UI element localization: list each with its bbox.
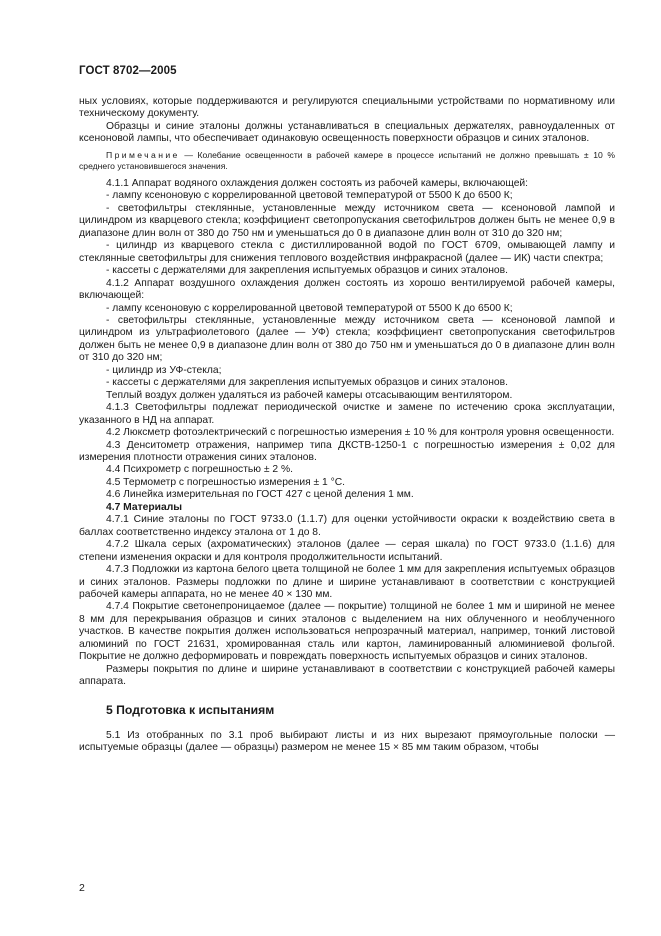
list-item-4-1-2-lamp: - лампу ксеноновую с коррелированной цветовой температурой от 5500 К до 6500 К; [106,302,513,314]
clause-5-1: 5.1 Из отобранных по 3.1 проб выбирают листы и из них вырезают прямоугольные полоски — испытуемые образцы (далее — образцы) размером не менее 15 × 85 мм таким образом, чтобы [79,730,615,754]
clause-4-7-1: 4.7.1 Синие эталоны по ГОСТ 9733.0 (1.1.7) для оценки устойчивости окраски к воздействию света в баллах соответственно индексу эталона от 1 до 8. [79,514,615,538]
list-item-4-1-1-cylinder: - цилиндр из кварцевого стекла с дистиллированной водой по ГОСТ 6709, омывающей лампу и стеклянные светофильтры для снижения теплового воздействия инфракрасной (далее — ИК) части спектра; [79,240,615,264]
page-content [79,96,615,755]
paragraph-warm-air: Теплый воздух должен удаляться из рабочей камеры отсасывающим вентилятором. [106,389,513,401]
paragraph-continuation: ных условиях, которые поддерживаются и регулируются специальными устройствами по нормативному или техническому документу. [79,96,615,120]
paragraph-cover-sizes: Размеры покрытия по длине и ширине устанавливают в соответствии с конструкцией рабочей камеры аппарата. [79,663,615,688]
subheading-4-7-materials: 4.7 Материалы [106,501,183,513]
clause-4-1-3: 4.1.3 Светофильтры подлежат периодической очистке и замене по истечению срока эксплуатации, указанного в НД на аппарат. [79,402,615,426]
clause-4-2: 4.2 Люксметр фотоэлектрический с погрешностью измерения ± 10 % для контроля уровня освещенности. [106,427,615,439]
clause-4-4: 4.4 Психрометр с погрешностью ± 2 %. [106,464,293,476]
page-number: 2 [79,882,85,894]
paragraph-samples-placement: Образцы и синие эталоны должны устанавливаться в специальных держателях, равноудаленных от ксеноновой лампы, что обеспечивает одинаковую освещенность поверхности образцов и синих эталонов. [79,120,615,145]
clause-4-6: 4.6 Линейка измерительная по ГОСТ 427 с ценой деления 1 мм. [106,489,414,501]
list-item-4-1-2-cassettes: - кассеты с держателями для закрепления испытуемых образцов и синих эталонов. [106,377,508,389]
list-item-4-1-1-filters: - светофильтры стеклянные, установленные между источником света — ксеноновой лампой и цилиндром из кварцевого стекла; коэффициент светопропускания светофильтров должен быть не менее 0,9 в диапазоне длин волн от 380 до 750 нм и уменьшаться до 0 в диапазоне длин волн от 310 до 320 нм; [79,202,615,239]
page-header-standard-title: ГОСТ 8702—2005 [79,65,177,77]
clause-4-1-2: 4.1.2 Аппарат воздушного охлаждения должен состоять из хорошо вентилируемой рабочей камеры, включающей: [79,277,615,302]
section-5-heading: 5 Подготовка к испытаниям [106,702,275,717]
clause-4-3: 4.3 Денситометр отражения, например типа ДКСТВ-1250-1 с погрешностью измерения ± 0,02 для измерения плотности отражения синих эталонов. [79,439,615,463]
list-item-4-1-2-cylinder: - цилиндр из УФ-стекла; [106,364,222,376]
list-item-4-1-1-cassettes: - кассеты с держателями для закрепления испытуемых образцов и синих эталонов. [106,265,508,277]
clause-4-7-2: 4.7.2 Шкала серых (ахроматических) эталонов (далее — серая шкала) по ГОСТ 9733.0 (1.1.6) для степени изменения окраски и для контроля продолжительности испытаний. [79,539,615,563]
clause-4-1-1: 4.1.1 Аппарат водяного охлаждения должен состоять из рабочей камеры, включающей: [106,178,529,189]
clause-4-5: 4.5 Термометр с погрешностью измерения ± 1 °С. [106,476,346,488]
clause-4-7-4: 4.7.4 Покрытие светонепроницаемое (далее — покрытие) толщиной не более 1 мм и шириной не менее 8 мм для перекрывания образцов и синих эталонов с выделением на них облученного и необлученного участков. В качестве покрытия должен использоваться непрозрачный материал, например, тонкий листовой алюминий по ГОСТ 21631, хромированная сталь или картон, ламинированный алюминиевой фольгой. Покрытие не должно деформировать и повреждать поверхность испытуемых образцов и синих эталонов. [79,601,615,663]
clause-4-7-3: 4.7.3 Подложки из картона белого цвета толщиной не более 1 мм для закрепления испытуемых образцов и синих эталонов. Размеры подложки по длине и ширине устанавливают в соответствии с конструкцией рабочей камеры аппарата, но не менее 40 × 130 мм. [79,564,615,600]
list-item-4-1-2-filters: - светофильтры стеклянные, установленные между источником света — ксеноновой лампой и цилиндром из ультрафиолетового (далее — УФ) стекла; коэффициент светопропускания светофильтров должен быть не менее 0,9 в диапазоне длин волн от 380 до 750 нм и уменьшаться до 0 в диапазоне длин волн от 310 до 320 нм; [79,314,615,364]
note-label: Примечание [106,149,180,160]
note-text: — Колебание освещенности в рабочей камере в процессе испытаний не должно превышать ± 10 % среднего установившегося значения. [79,149,615,172]
list-item-4-1-1-lamp: - лампу ксеноновую с коррелированной цветовой температурой от 5500 К до 6500 К; [106,190,513,202]
note [79,150,615,173]
